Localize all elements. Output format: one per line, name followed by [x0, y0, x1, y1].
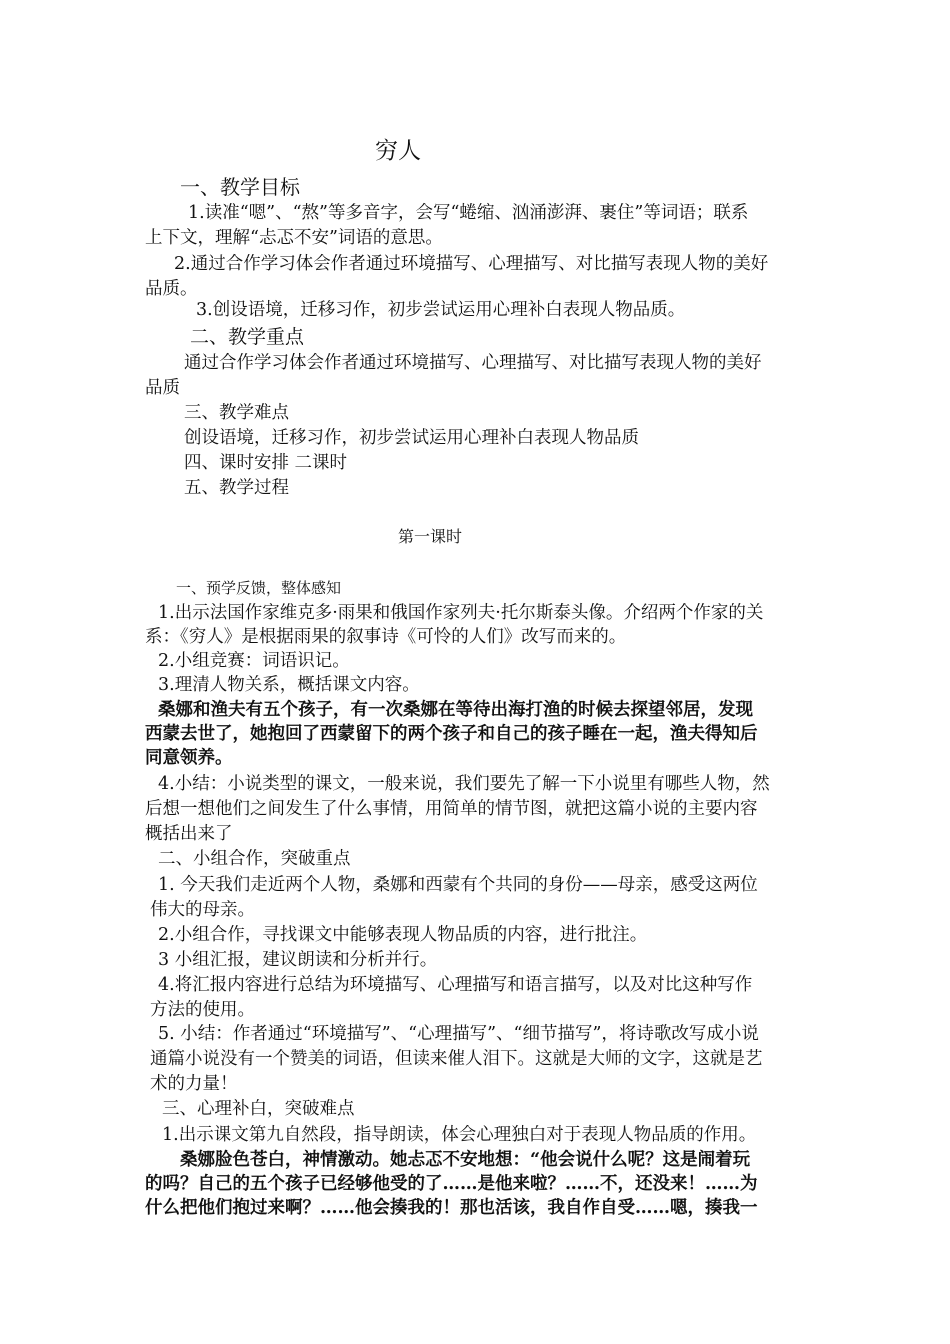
text-line: 伟大的母亲。	[150, 900, 255, 920]
text-line-bold: 什么把他们抱过来啊？……他会揍我的！那也活该，我自作自受……嗯，揍我一	[145, 1198, 758, 1218]
section-heading: 四、课时安排 二课时	[184, 453, 348, 473]
text-line: 上下文，理解“忐忑不安”词语的意思。	[145, 228, 443, 248]
text-line: 品质	[145, 378, 180, 398]
text-line-bold: 桑娜和渔夫有五个孩子，有一次桑娜在等待出海打渔的时候去探望邻居，发现	[158, 700, 753, 720]
text-line: 5. 小结：作者通过“环境描写”、“心理描写”、“细节描写”，将诗歌改写成小说	[158, 1024, 759, 1044]
page-title: 穷人	[375, 138, 421, 164]
lesson-heading: 第一课时	[398, 527, 463, 546]
text-line: 创设语境，迁移习作，初步尝试运用心理补白表现人物品质	[184, 428, 639, 448]
text-line: 4.将汇报内容进行总结为环境描写、心理描写和语言描写，以及对比这种写作	[158, 975, 753, 995]
section-heading: 二、教学重点	[190, 326, 305, 348]
section-heading: 五、教学过程	[184, 478, 289, 498]
text-line: 3.理清人物关系，概括课文内容。	[158, 675, 420, 695]
section-heading: 三、心理补白，突破难点	[162, 1099, 355, 1119]
text-line: 2.小组合作，寻找课文中能够表现人物品质的内容，进行批注。	[158, 925, 648, 945]
text-line: 1. 今天我们走近两个人物，桑娜和西蒙有个共同的身份——母亲，感受这两位	[158, 875, 758, 895]
text-line: 方法的使用。	[150, 1000, 255, 1020]
text-line: 3.创设语境，迁移习作，初步尝试运用心理补白表现人物品质。	[196, 300, 686, 320]
text-line: 3 小组汇报，建议朗读和分析并行。	[158, 950, 438, 970]
text-line: 通过合作学习体会作者通过环境描写、心理描写、对比描写表现人物的美好	[184, 353, 762, 373]
section-heading: 一、教学目标	[180, 175, 300, 199]
text-line-bold: 的吗？自己的五个孩子已经够他受的了……是他来啦？……不，还没来！……为	[145, 1174, 758, 1194]
text-line: 2.小组竞赛：词语识记。	[158, 651, 350, 671]
text-line: 品质。	[145, 279, 198, 299]
text-line: 1.读准“嗯”、“熬”等多音字，会写“蜷缩、汹涌澎湃、裹住”等词语；联系	[188, 203, 749, 223]
text-line: 1.出示法国作家维克多·雨果和俄国作家列夫·托尔斯泰头像。介绍两个作家的关	[158, 603, 764, 623]
text-line: 1.出示课文第九自然段，指导朗读，体会心理独白对于表现人物品质的作用。	[162, 1125, 757, 1145]
section-heading: 二、小组合作，突破重点	[158, 849, 351, 869]
text-line: 概括出来了	[145, 824, 233, 844]
text-line: 系：《穷人》是根据雨果的叙事诗《可怜的人们》改写而来的。	[145, 627, 627, 647]
text-line: 通篇小说没有一个赞美的词语，但读来催人泪下。这就是大师的文字，这就是艺	[150, 1049, 763, 1069]
section-heading: 一、预学反馈，整体感知	[176, 579, 342, 597]
text-line: 2.通过合作学习体会作者通过环境描写、心理描写、对比描写表现人物的美好	[174, 254, 769, 274]
text-line: 术的力量！	[150, 1074, 238, 1094]
text-line-bold: 桑娜脸色苍白，神情激动。她忐忑不安地想：“他会说什么呢？这是闹着玩	[180, 1150, 751, 1170]
text-line-bold: 西蒙去世了，她抱回了西蒙留下的两个孩子和自己的孩子睡在一起，渔夫得知后	[145, 724, 758, 744]
text-line: 后想一想他们之间发生了什么事情，用简单的情节图，就把这篇小说的主要内容	[145, 799, 758, 819]
text-line: 4.小结：小说类型的课文，一般来说，我们要先了解一下小说里有哪些人物，然	[158, 774, 770, 794]
text-line-bold: 同意领养。	[145, 748, 233, 768]
section-heading: 三、教学难点	[184, 403, 289, 423]
